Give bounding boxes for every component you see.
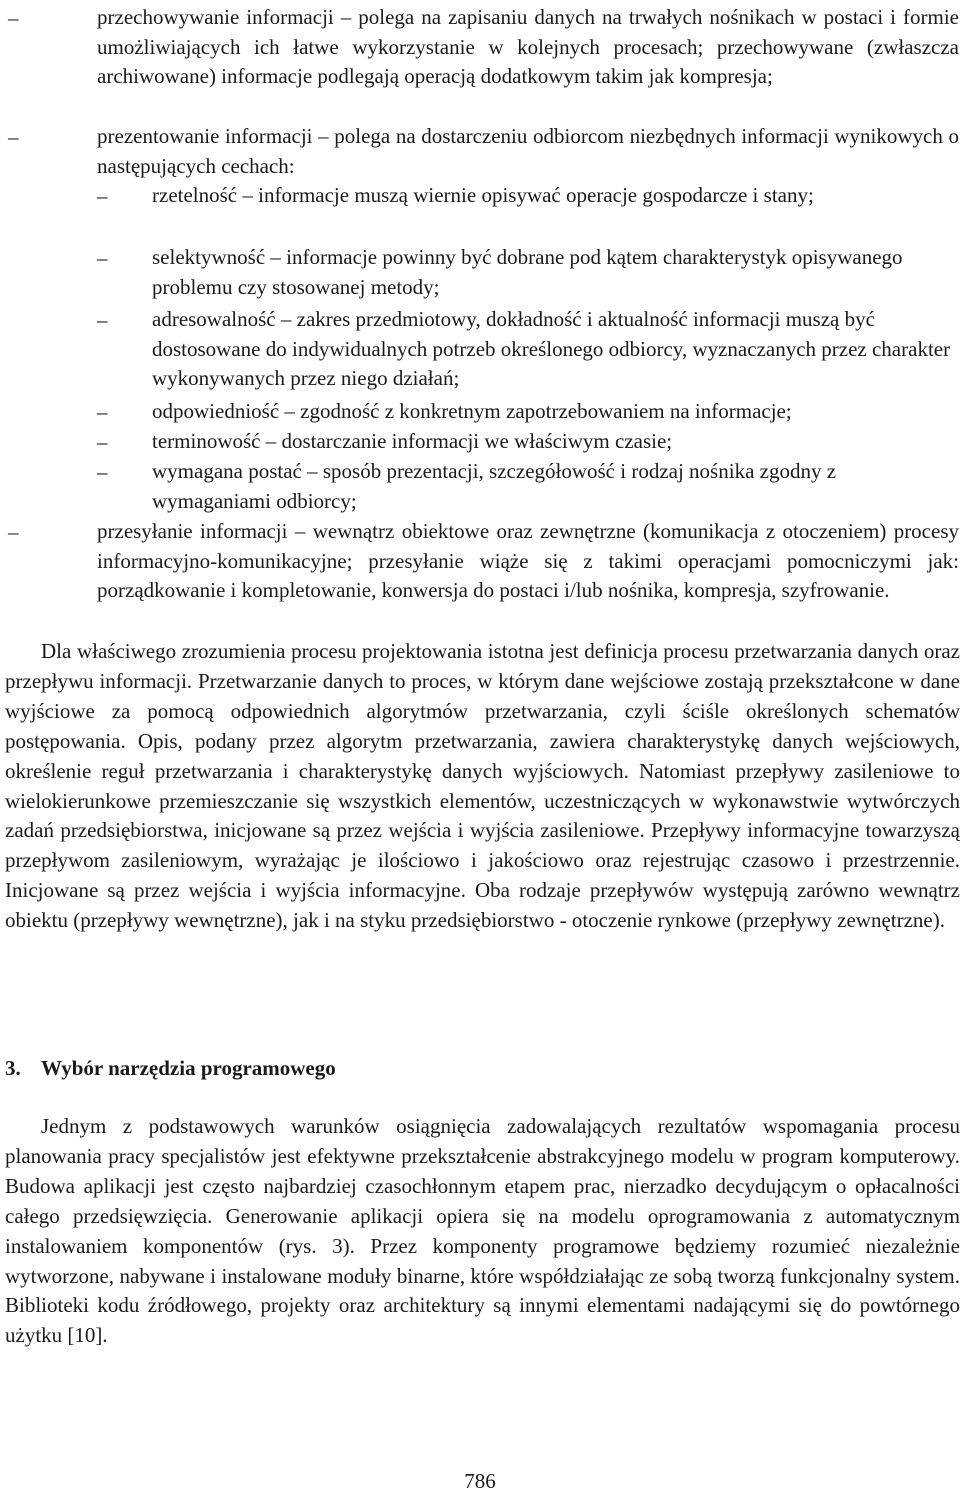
body-paragraph-definition: Dla właściwego zrozumienia procesu projektowania istotna jest definicja procesu przetwarzania danych oraz przepływu informacji. Przetwarzanie danych to proces, w którym dane wejściowe zostają przekształcone w dane wyjściowe za pomocą odpowiednich algorytmów przetwarzania, czyli ściśle określonych schematów postępowania. Opis, podany przez algorytm przetwarzania, zawiera charakterystykę danych wejściowych, określenie reguł przetwarzania i charakterystykę danych wyjściowych. Natomiast przepływy zasileniowe to wielokierunkowe przemieszczanie się wszystkich elementów, uczestniczących w wykonawstwie wytwórczych zadań przedsiębiorstwa, inicjowane są przez wejścia i wyjścia zasileniowe. Przepływy informacyjne towarzyszą przepływom zasileniowym, wyrażając je ilościowo i jakościowo oraz rejestrując czasowo i przestrzennie. Inicjowane są przez wejścia i wyjścia informacyjne. Oba rodzaje przepływów występują zarówno wewnątrz obiektu (przepływy wewnętrzne), jak i na styku przedsiębiorstwo - otoczenie rynkowe (przepływy zewnętrzne). bbox=[5, 639, 960, 933]
list-dash: – bbox=[8, 520, 19, 544]
section-title: Wybór narzędzia programowego bbox=[41, 1056, 336, 1080]
sublist-item-relevance: odpowiedniość – zgodność z konkretnym zapotrzebowaniem na informacje; bbox=[152, 399, 792, 423]
list-item-presenting: prezentowanie informacji – polega na dostarczeniu odbiorcom niezbędnych informacji wynikowych o następujących cechach: bbox=[97, 124, 959, 178]
sublist-item-required-form: wymagana postać – sposób prezentacji, szczegółowość i rodzaj nośnika zgodny z wymaganiami odbiorcy; bbox=[152, 459, 837, 513]
sublist-dash: – bbox=[97, 184, 108, 208]
list-dash: – bbox=[8, 125, 19, 149]
body-paragraph-tool-selection: Jednym z podstawowych warunków osiągnięcia zadowalających rezultatów wspomagania procesu planowania pracy specjalistów jest efektywne przekształcenie abstrakcyjnego modelu w program komputerowy. Budowa aplikacji jest często najbardziej czasochłonnym etapem prac, nierzadko decydującym o opłacalności całego przedsięwzięcia. Generowanie aplikacji opiera się na modelu oprogramowania z automatycznym instalowaniem komponentów (rys. 3). Przez komponenty programowe będziemy rozumieć niezależnie wytworzone, nabywane i instalowane moduły binarne, które współdziałając ze sobą tworzą funkcjonalny system. Biblioteki kodu źródłowego, projekty oraz architektury są innymi elementami nadającymi się do powtórnego użytku [10]. bbox=[5, 1114, 960, 1348]
sublist-dash: – bbox=[97, 400, 108, 424]
sublist-dash: – bbox=[97, 430, 108, 454]
sublist-item-timeliness: terminowość – dostarczanie informacji we właściwym czasie; bbox=[152, 429, 673, 453]
page-number: 786 bbox=[464, 1469, 496, 1493]
section-number: 3. bbox=[5, 1056, 21, 1080]
sublist-item-selectivity: selektywność – informacje powinny być dobrane pod kątem charakterystyk opisywanego problemu czy stosowanej metody; bbox=[152, 245, 903, 299]
sublist-dash: – bbox=[97, 460, 108, 484]
sublist-dash: – bbox=[97, 308, 108, 332]
sublist-item-addressability: adresowalność – zakres przedmiotowy, dokładność i aktualność informacji muszą być dostosowane do indywidualnych potrzeb określonego odbiorcy, wyznaczanych przez charakter wykonywanych przez niego działań; bbox=[152, 307, 951, 391]
list-dash: – bbox=[8, 6, 19, 30]
list-item-storing: przechowywanie informacji – polega na zapisaniu danych na trwałych nośnikach w postaci i formie umożliwiających ich łatwe wykorzystanie w kolejnych procesach; przechowywane (zwłaszcza archiwowane) informacje podlegają operacją dodatkowym takim jak kompresja; bbox=[97, 5, 959, 89]
list-item-transmitting: przesyłanie informacji – wewnątrz obiektowe oraz zewnętrzne (komunikacja z otoczeniem) procesy informacyjno-komunikacyjne; przesyłanie wiąże się z takimi operacjami pomocniczymi jak: porządkowanie i kompletowanie, konwersja do postaci i/lub nośnika, kompresja, szyfrowanie. bbox=[97, 519, 959, 603]
sublist-dash: – bbox=[97, 246, 108, 270]
sublist-item-reliability: rzetelność – informacje muszą wiernie opisywać operacje gospodarcze i stany; bbox=[152, 183, 814, 207]
section-heading bbox=[5, 1051, 336, 1085]
